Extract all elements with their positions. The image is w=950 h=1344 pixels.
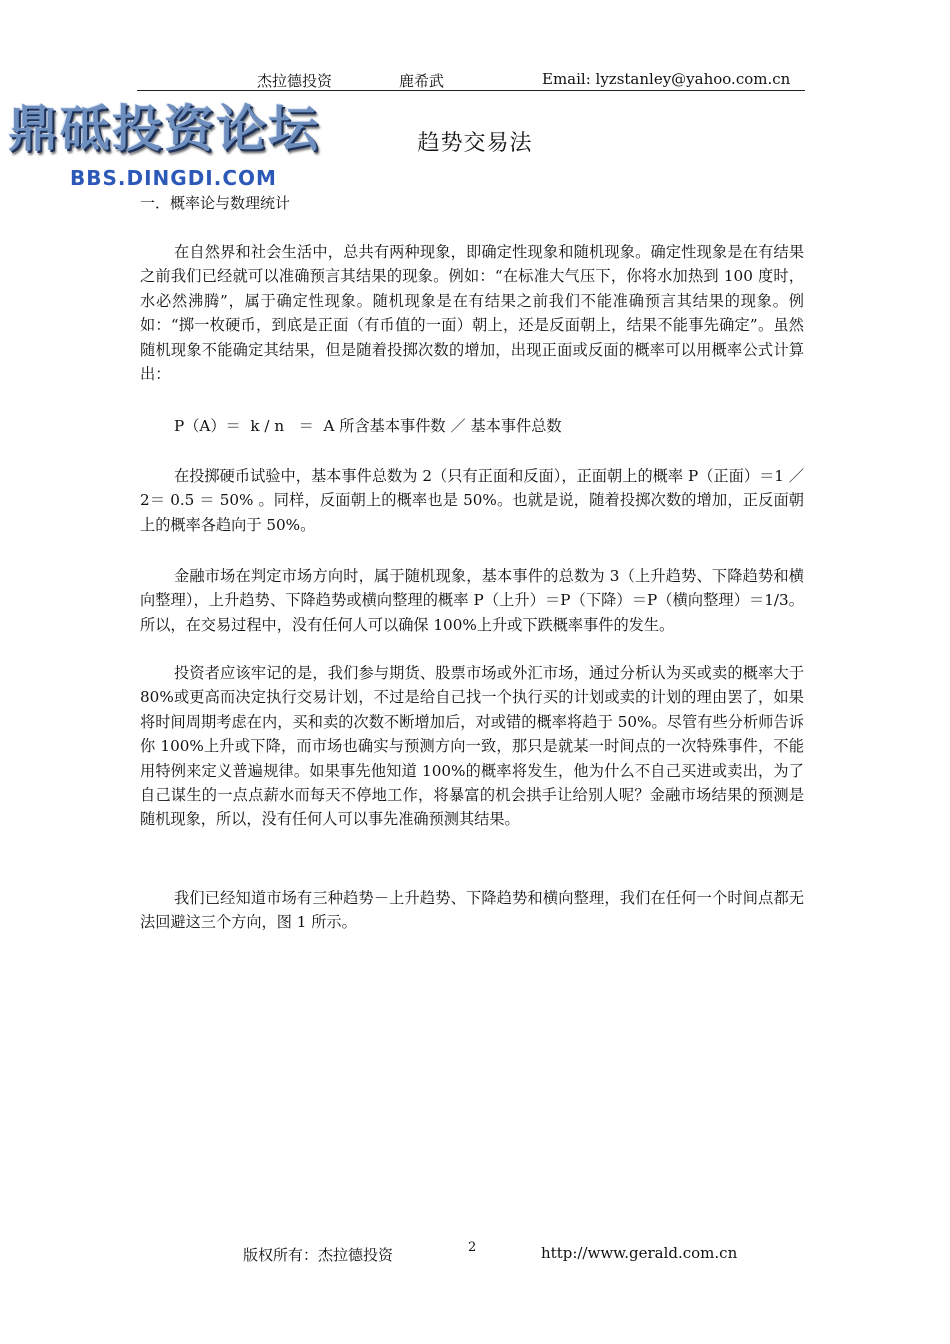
footer-page-number: 2	[468, 1240, 477, 1255]
footer-url[interactable]: http://www.gerald.com.cn	[541, 1244, 738, 1262]
paragraph: 我们已经知道市场有三种趋势－上升趋势、下降趋势和横向整理，我们在任何一个时间点都无法回避这三个方向，图 1 所示。	[140, 889, 804, 932]
section-heading: 一．概率论与数理统计	[140, 194, 291, 212]
paragraph: 金融市场在判定市场方向时，属于随机现象，基本事件的总数为 3（上升趋势、下降趋势和横向整理），上升趋势、下降趋势或横向整理的概率 P（上升）＝P（下降）＝P（横向整理）＝1/3。所以，在交易过程中，没有任何人可以确保 100%上升或下跌概率事件的发生。	[140, 567, 804, 634]
paragraph: 在投掷硬币试验中，基本事件总数为 2（只有正面和反面），正面朝上的概率 P（正面）＝1 ／ 2＝ 0.5 ＝ 50% 。同样，反面朝上的概率也是 50%。也就是说，随着投掷次数的增加，正反面朝上的概率各趋向于 50%。	[140, 467, 804, 534]
document-title: 趋势交易法	[417, 131, 533, 156]
header-author: 鹿希武	[399, 72, 445, 90]
footer-copyright: 版权所有：杰拉德投资	[243, 1246, 394, 1264]
probability-formula: P（A）＝ k / n ＝ A 所含基本事件数 ／ 基本事件总数	[174, 417, 562, 435]
paragraph: 投资者应该牢记的是，我们参与期货、股票市场或外汇市场，通过分析认为买或卖的概率大于 80%或更高而决定执行交易计划，不过是给自己找一个执行买的计划或卖的计划的理由罢了，如果将时间周期考虑在内，买和卖的次数不断增加后，对或错的概率将趋于 50%。尽管有些分析师告诉你 100%上升或下降，而市场也确实与预测方向一致，那只是就某一时间点的一次特殊事件，不能用特例来定义普遍规律。如果事先他知道 100%的概率将发生，他为什么不自己买进或卖出，为了自己谋生的一点点薪水而每天不停地工作，将暴富的机会拱手让给别人呢？金融市场结果的预测是随机现象，所以，没有任何人可以事先准确预测其结果。	[140, 664, 804, 829]
header-company: 杰拉德投资	[257, 72, 333, 90]
header-email: Email: lyzstanley@yahoo.com.cn	[542, 70, 791, 88]
logo-subtitle: BBS.DINGDI.COM	[70, 166, 277, 190]
paragraph: 在自然界和社会生活中，总共有两种现象，即确定性现象和随机现象。确定性现象是在有结果之前我们已经就可以准确预言其结果的现象。例如：“在标准大气压下，你将水加热到 100 度时，水必然沸腾”，属于确定性现象。随机现象是在有结果之前我们不能准确预言其结果的现象。例如：“掷一枚硬币，到底是正面（有币值的一面）朝上，还是反面朝上，结果不能事先确定”。虽然随机现象不能确定其结果，但是随着投掷次数的增加，出现正面或反面的概率可以用概率公式计算出：	[140, 243, 804, 384]
page-header	[137, 68, 805, 91]
logo-title: 鼎砥投资论坛	[8, 100, 320, 158]
